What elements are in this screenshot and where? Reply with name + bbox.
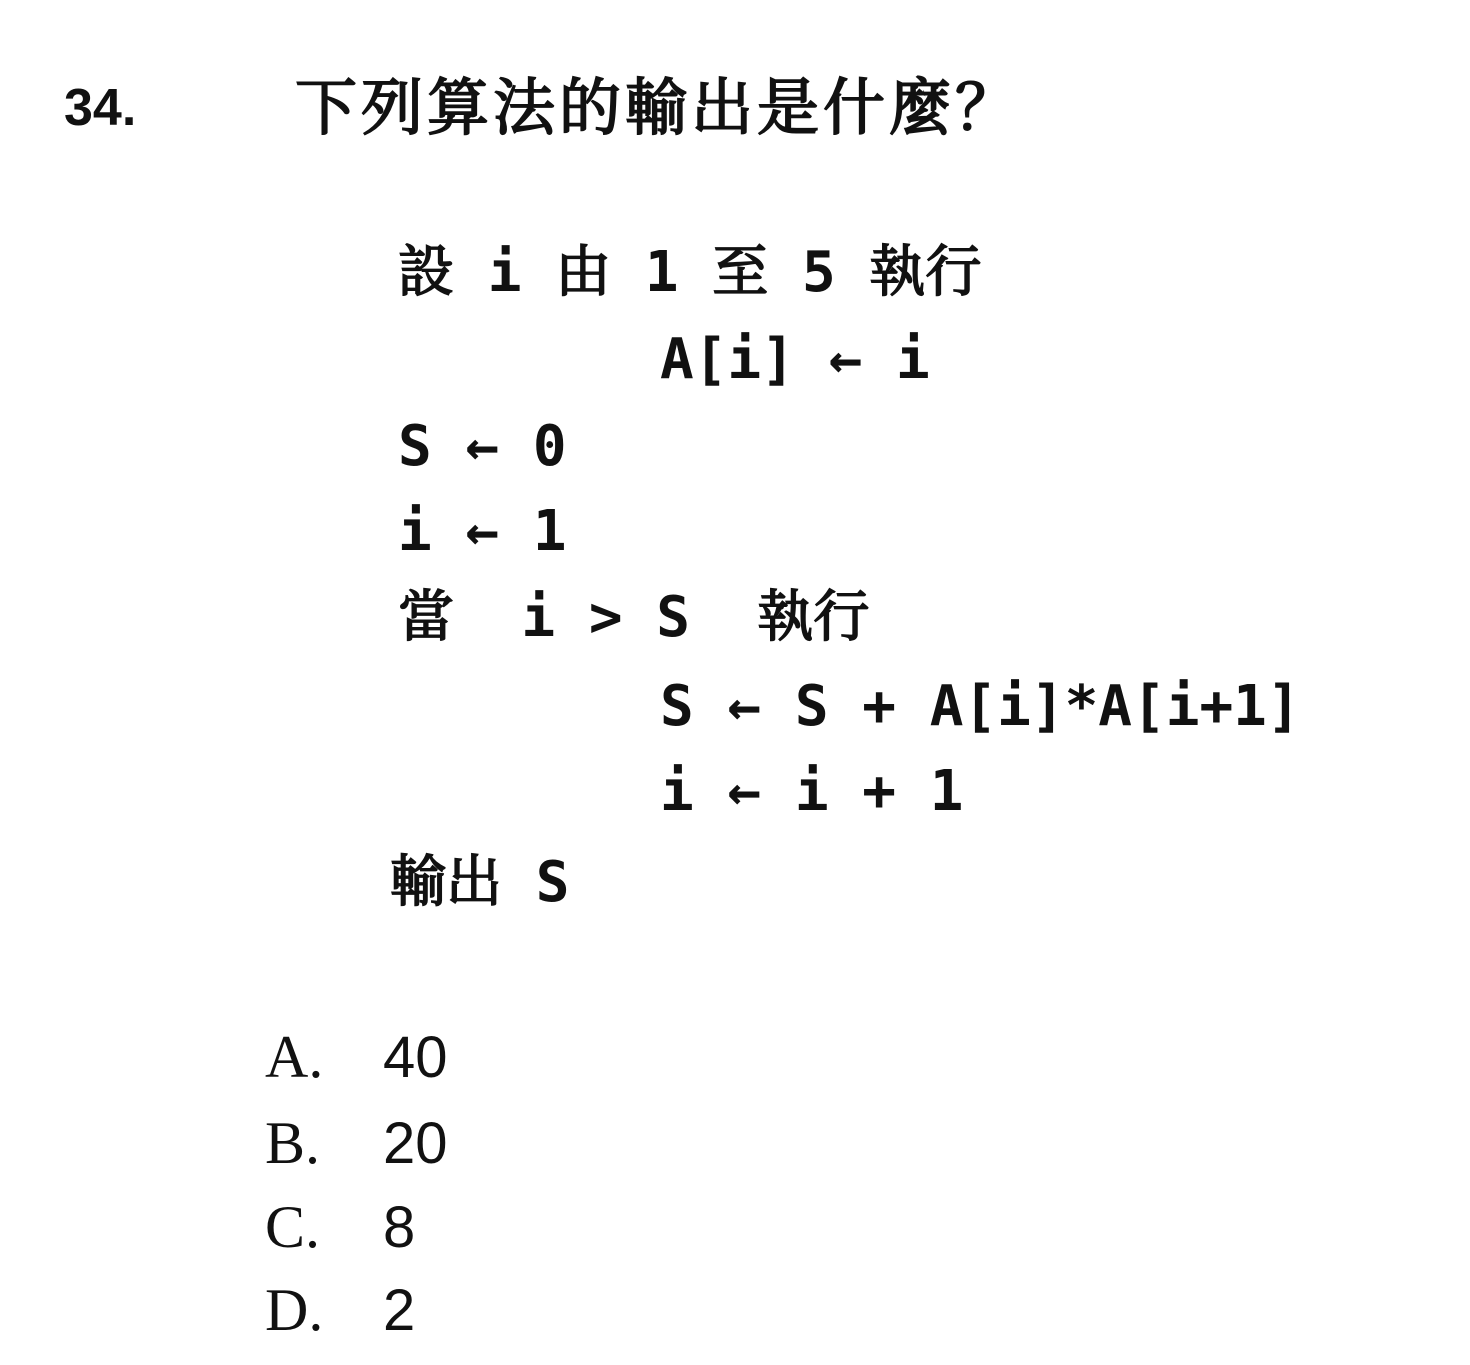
question-text: 下列算法的輸出是什麼？ [295, 71, 1022, 144]
algorithm-line-accumulate: S ← S + A[i]*A[i+1] [660, 674, 1301, 739]
algorithm-line-output: 輸出 S [390, 850, 570, 915]
option-value: 40 [383, 1025, 448, 1090]
option-d [265, 1275, 415, 1346]
algorithm-line-increment: i ← i + 1 [660, 759, 964, 824]
option-value: 2 [383, 1278, 416, 1343]
option-letter: A. [265, 1024, 324, 1090]
option-a [265, 1022, 448, 1093]
algorithm-line-init-i: i ← 1 [398, 499, 567, 564]
option-b [265, 1108, 448, 1179]
option-value: 8 [383, 1195, 416, 1260]
option-value: 20 [383, 1111, 448, 1176]
algorithm-line-array-assign: A[i] ← i [660, 327, 930, 392]
option-letter: B. [265, 1110, 321, 1176]
option-c [265, 1192, 415, 1263]
option-letter: D. [265, 1277, 324, 1343]
option-letter: C. [265, 1194, 321, 1260]
question-number: 34. [64, 79, 137, 137]
algorithm-line-while: 當 i > S 執行 [398, 585, 870, 650]
algorithm-line-init-s: S ← 0 [398, 414, 567, 479]
algorithm-line-for-loop: 設 i 由 1 至 5 執行 [398, 240, 982, 305]
